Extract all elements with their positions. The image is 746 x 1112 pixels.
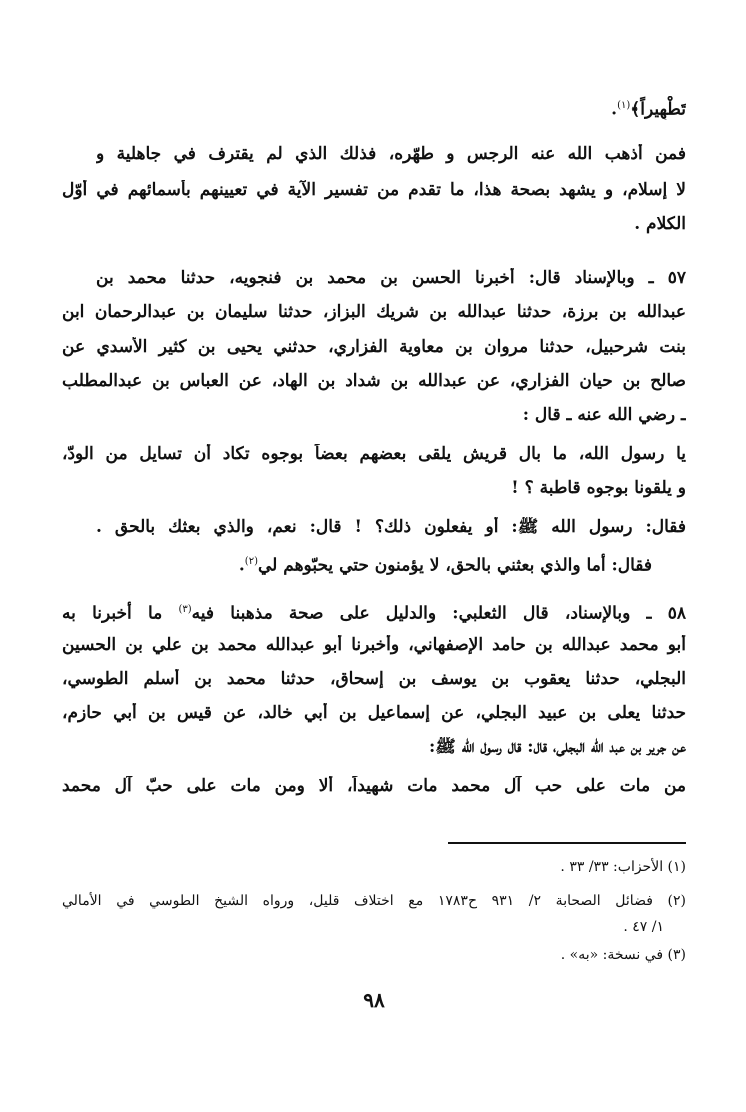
text-line: من مات على حب آل محمد مات شهيداً، ألا ومن مات على حبّ آل محمد — [62, 776, 686, 796]
text-line: فقال: رسول الله ﷺ: أو يفعلون ذلك؟ ! قال: نعم، والذي بعثك بالحق . — [96, 517, 686, 537]
text-line: ٥٧ ـ وبالإسناد قال: أخبرنا الحسن بن محمد بن فنجويه، حدثنا محمد بن — [96, 268, 686, 288]
text-line: أبو محمد عبدالله بن حامد الإصفهاني، وأخبرنا أبو عبدالله محمد بن علي بن الحسين — [62, 635, 686, 655]
footnote: (١) الأحزاب: ٣٣/ ٣٣ . — [560, 859, 686, 875]
text-line: لا إسلام، و يشهد بصحة هذا، ما تقدم من تفسير الآية في تعيينهم بأسمائهم في أوّل — [62, 180, 686, 200]
footnote: ١/ ٤٧ . — [623, 919, 664, 935]
text-line: الكلام . — [634, 214, 686, 234]
text-line: تَطْهِيراً﴾$^{(١)}$. — [611, 99, 686, 120]
text-line: بنت شرحبيل، حدثنا مروان بن معاوية الفزاري، حدثني يحيى بن كثير الأسدي عن — [62, 337, 686, 357]
footnote: (٣) في نسخة: «به» . — [560, 947, 686, 963]
text-line: ٥٨ ـ وبالإسناد، قال الثعلبي: والدليل على صحة مذهبنا فيه$^{(٣)}$ ما أخبرنا به — [62, 603, 686, 624]
text-line: البجلي، حدثنا يعقوب بن يوسف بن إسحاق، حدثنا محمد بن أسلم الطوسي، — [62, 669, 686, 689]
text-line: فمن أذهب الله عنه الرجس و طهّره، فذلك الذي لم يقترف في جاهلية و — [96, 144, 686, 164]
text-line: عبدالله بن برزة، حدثنا عبدالله بن شريك البزاز، حدثنا سليمان بن عبدالرحمان ابن — [62, 302, 686, 322]
text-line: فقال: أما والذي بعثني بالحق، لا يؤمنون حتي يحبّوهم لي$^{(٢)}$. — [238, 555, 652, 576]
page-number: ٩٨ — [363, 988, 385, 1012]
footnote-separator — [448, 842, 686, 844]
footnote: (٢) فضائل الصحابة ٢/ ٩٣١ ح١٧٨٣ مع اختلاف قليل، ورواه الشيخ الطوسي في الأمالي — [62, 893, 686, 909]
text-line: ـ رضي الله عنه ـ قال : — [522, 405, 686, 425]
text-line: حدثنا يعلى بن عبيد البجلي، عن إسماعيل بن أبي خالد، عن قيس بن أبي حازم، — [62, 703, 686, 723]
text-line: يا رسول الله، ما بال قريش يلقى بعضهم بعضاً بوجوه تكاد أن تسايل من الودّ، — [62, 444, 686, 464]
text-line: و يلقونا بوجوه قاطبة ؟ ! — [511, 478, 686, 498]
text-line: صالح بن حيان الفزاري، عن عبدالله بن شداد بن الهاد، عن العباس بن عبدالمطلب — [62, 371, 686, 391]
text-line: عن جرير بن عبد الله البجلي، قال: قال رسول الله ﷺ: — [429, 737, 686, 757]
